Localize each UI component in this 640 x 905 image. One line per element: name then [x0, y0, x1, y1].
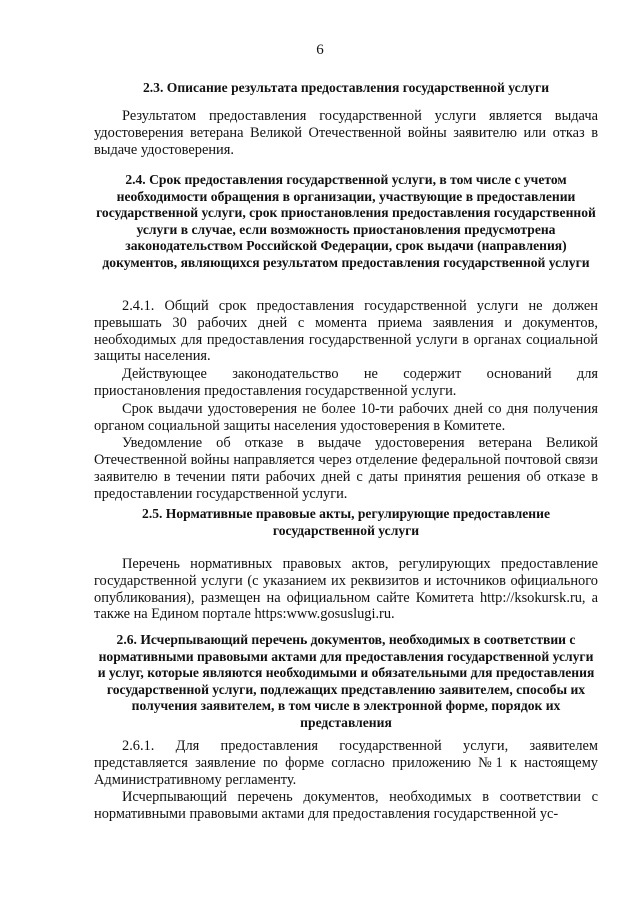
section-2-4-body [94, 298, 598, 503]
section-2-4 [94, 172, 598, 271]
section-2-3 [94, 80, 598, 97]
section-heading: 2.6. Исчерпывающий перечень документов, необходимых в соответствии с нормативными правовыми актами для предоставления государственной услуги и услуг, которые являются необходимыми и обязательными для предоставления государственной услуги, подлежащих представлению заявителем, способы их получения заявителем, в том числе в электронной форме, порядок их представления [97, 632, 595, 730]
section-2-5-body [94, 556, 598, 623]
paragraph: Исчерпывающий перечень документов, необходимых в соответствии с нормативными правовыми актами для предоставления государственной ус- [94, 789, 598, 823]
paragraph: Перечень нормативных правовых актов, регулирующих предоставление государственной услуги (с указанием их реквизитов и источников официального опубликования), размещен на официальном сайте Комитета http://ksokursk.ru, а также на Едином портале https:www.gosuslugi.ru. [94, 556, 598, 623]
section-2-6 [94, 632, 598, 731]
paragraph: Уведомление об отказе в выдаче удостоверения ветерана Великой Отечественной войны направляется через отделение федеральной почтовой связи заявителю в течении пяти рабочих дней с даты принятия решения об отказе в предоставлении государственной услуги. [94, 435, 598, 502]
section-heading: 2.4. Срок предоставления государственной услуги, в том числе с учетом необходимости обращения в организации, участвующие в предоставлении государственной услуги, срок приостановления предоставления государственной услуги в случае, если возможность приостановления предусмотрена законодательством Российской Федерации, срок выдачи (направления) документов, являющихся результатом предоставления государственной услуги [96, 172, 596, 270]
paragraph: 2.4.1. Общий срок предоставления государственной услуги не должен превышать 30 рабочих дней с момента приема заявления и документов, необходимых для предоставления государственной услуги в органах социальной защиты населения. [94, 298, 598, 365]
paragraph: Срок выдачи удостоверения не более 10-ти рабочих дней со дня получения органом социальной защиты населения удостоверения в Комитете. [94, 400, 598, 434]
paragraph: Действующее законодательство не содержит оснований для приостановления предоставления государственной услуги. [94, 366, 598, 399]
section-heading: 2.5. Нормативные правовые акты, регулирующие предоставление государственной услуги [142, 506, 550, 538]
paragraph: Результатом предоставления государственной услуги является выдача удостоверения ветерана Великой Отечественной войны заявителю или отказ в выдаче удостоверения. [94, 108, 598, 158]
section-2-6-body [94, 738, 598, 823]
paragraph: 2.6.1. Для предоставления государственной услуги, заявителем представляется заявление по форме согласно приложению №1 к настоящему Административному регламенту. [94, 738, 598, 788]
page-number: 6 [316, 42, 324, 58]
section-heading: 2.3. Описание результата предоставления государственной услуги [142, 80, 550, 95]
section-2-3-body [94, 108, 598, 158]
section-2-5 [94, 506, 598, 539]
